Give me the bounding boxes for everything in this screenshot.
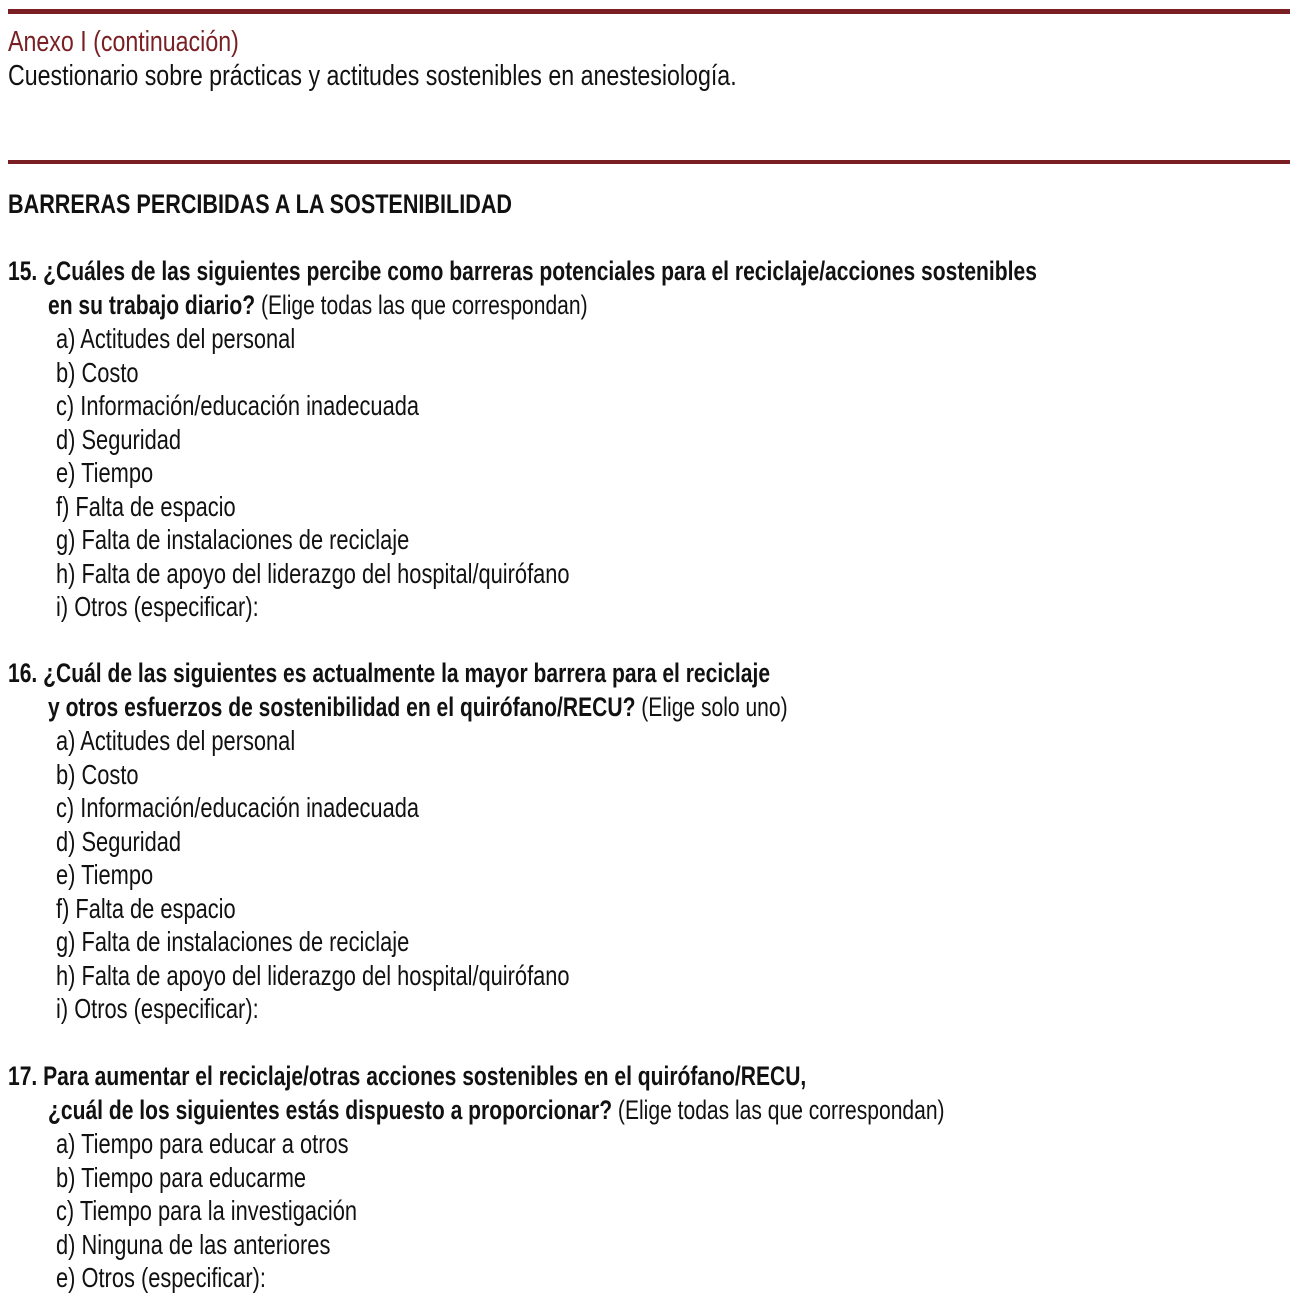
answer-option-label: c) Información/educación inadecuada	[56, 792, 420, 823]
answer-option-label: h) Falta de apoyo del liderazgo del hospital/quirófano	[56, 557, 570, 589]
subtitle-text: Cuestionario sobre prácticas y actitudes sostenibles en anestesiología.	[8, 60, 737, 92]
section-rule	[8, 160, 1290, 164]
answer-option-label: c) Información/educación inadecuada	[56, 390, 420, 421]
answer-option-label: d) Seguridad	[56, 423, 182, 455]
answer-option-label: e) Tiempo	[56, 859, 154, 890]
question-text: y otros esfuerzos de sostenibilidad en el quirófano/RECU?	[48, 691, 636, 722]
answer-option-label: e) Tiempo	[56, 457, 154, 488]
question-text: en su trabajo diario?	[48, 289, 256, 320]
answer-option-label: i) Otros (especificar):	[56, 591, 259, 622]
question-17-line2	[48, 1094, 1197, 1127]
answer-option-label: i) Otros (especificar):	[56, 993, 259, 1024]
question-15-line2	[48, 289, 740, 322]
question-text: 17. Para aumentar el reciclaje/otras acciones sostenibles en el quirófano/RECU,	[8, 1061, 807, 1091]
top-rule	[8, 9, 1290, 14]
section-title-text: BARRERAS PERCIBIDAS A LA SOSTENIBILIDAD	[8, 189, 513, 219]
annex-label	[8, 26, 297, 59]
answer-option-label: a) Actitudes del personal	[56, 725, 296, 756]
answer-option[interactable]	[56, 356, 162, 389]
answer-option-label: b) Costo	[56, 758, 139, 790]
question-instruction: (Elige todas las que correspondan)	[255, 289, 588, 320]
answer-option-label: h) Falta de apoyo del liderazgo del hospital/quirófano	[56, 959, 570, 991]
answer-option[interactable]	[56, 825, 216, 858]
answer-option-label: b) Tiempo para educarme	[56, 1161, 307, 1193]
answer-option[interactable]	[56, 959, 714, 992]
answer-option[interactable]	[56, 423, 216, 456]
answer-option-label: g) Falta de instalaciones de reciclaje	[56, 926, 410, 957]
annex-text: Anexo I (continuación)	[8, 26, 239, 58]
answer-option[interactable]	[56, 992, 316, 1025]
answer-option[interactable]	[56, 590, 316, 623]
answer-option[interactable]	[56, 322, 363, 355]
question-text: ¿cuál de los siguientes estás dispuesto a proporcionar?	[48, 1094, 613, 1125]
answer-option[interactable]	[56, 925, 509, 958]
answer-option[interactable]	[56, 892, 286, 925]
question-17-line1	[8, 1060, 1031, 1093]
answer-option-label: d) Seguridad	[56, 825, 182, 857]
answer-option[interactable]	[56, 1228, 408, 1261]
question-instruction: (Elige todas las que correspondan)	[612, 1094, 945, 1125]
answer-option-label: g) Falta de instalaciones de reciclaje	[56, 524, 410, 555]
answer-option[interactable]	[56, 557, 714, 590]
answer-option-label: e) Otros (especificar):	[56, 1262, 266, 1293]
answer-option-label: d) Ninguna de las anteriores	[56, 1228, 331, 1260]
answer-option-label: b) Costo	[56, 356, 139, 388]
answer-option[interactable]	[56, 389, 521, 422]
answer-option-label: a) Actitudes del personal	[56, 323, 296, 354]
question-text: 15. ¿Cuáles de las siguientes percibe como barreras potenciales para el reciclaje/acciones sostenibles	[8, 256, 1037, 286]
answer-option[interactable]	[56, 1194, 442, 1227]
answer-option-label: c) Tiempo para la investigación	[56, 1195, 358, 1226]
answer-option[interactable]	[56, 858, 181, 891]
answer-option-label: f) Falta de espacio	[56, 490, 236, 522]
answer-option[interactable]	[56, 1261, 325, 1294]
answer-option-label: f) Falta de espacio	[56, 892, 236, 924]
answer-option[interactable]	[56, 758, 162, 791]
question-16-line2	[48, 691, 996, 724]
document-subtitle	[8, 60, 919, 93]
question-15-line1	[8, 255, 1302, 288]
answer-option[interactable]	[56, 791, 521, 824]
answer-option[interactable]	[56, 1161, 377, 1194]
answer-option[interactable]	[56, 490, 286, 523]
answer-option[interactable]	[56, 456, 181, 489]
question-16-line1	[8, 657, 985, 690]
answer-option-label: a) Tiempo para educar a otros	[56, 1128, 349, 1159]
section-title	[8, 188, 638, 221]
question-text: 16. ¿Cuál de las siguientes es actualmente la mayor barrera para el reciclaje	[8, 658, 771, 688]
question-instruction: (Elige solo uno)	[635, 691, 788, 722]
answer-option[interactable]	[56, 523, 509, 556]
answer-option[interactable]	[56, 1127, 431, 1160]
answer-option[interactable]	[56, 724, 363, 757]
